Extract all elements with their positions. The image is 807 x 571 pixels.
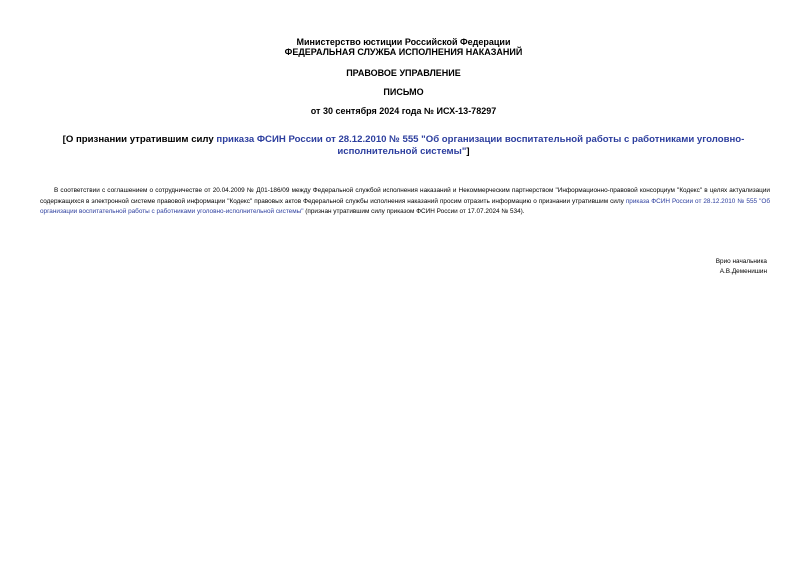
department-name: ПРАВОВОЕ УПРАВЛЕНИЕ (346, 68, 461, 78)
title-suffix: ] (466, 146, 470, 157)
body-text-before: В соответствии с соглашением о сотрудничестве от 20.04.2009 № Д01-186/09 между Федеральной службой исполнения наказаний и Некоммерческим партнерством "Информационно-правовой консорциум "Кодекс" в целях актуализации содержащихся в электронной системе правовой информации "Кодекс" правовых актов Федеральной службы исполнения наказаний просим отразить информацию о признании утратившим силу (40, 187, 770, 205)
signatory-position: Врио начальника (715, 258, 767, 265)
title-order-link[interactable]: приказа ФСИН России от 28.12.2010 № 555 "Об организации воспитательной работы с работниками уголовно-исполнительной системы" (216, 134, 745, 157)
body-text-after: (признан утратившим силу приказом ФСИН России от 17.07.2024 № 534). (303, 208, 525, 215)
document-title (50, 134, 757, 158)
document-date-number: от 30 сентября 2024 года № ИСХ-13-78297 (310, 106, 497, 116)
signatory-name: А.В.Деменишин (719, 268, 767, 275)
title-prefix: [О признании утратившим силу (62, 134, 217, 145)
document-type: ПИСЬМО (383, 87, 424, 97)
signature-block (716, 257, 767, 277)
service-name: ФЕДЕРАЛЬНАЯ СЛУЖБА ИСПОЛНЕНИЯ НАКАЗАНИЙ (284, 47, 523, 57)
body-order-link[interactable]: приказа ФСИН России от 28.12.2010 № 555 "Об организации воспитательной работы с работниками уголовно-исполнительной системы" (40, 197, 770, 215)
ministry-name: Министерство юстиции Российской Федерации (296, 37, 511, 47)
letter-body (40, 186, 770, 218)
